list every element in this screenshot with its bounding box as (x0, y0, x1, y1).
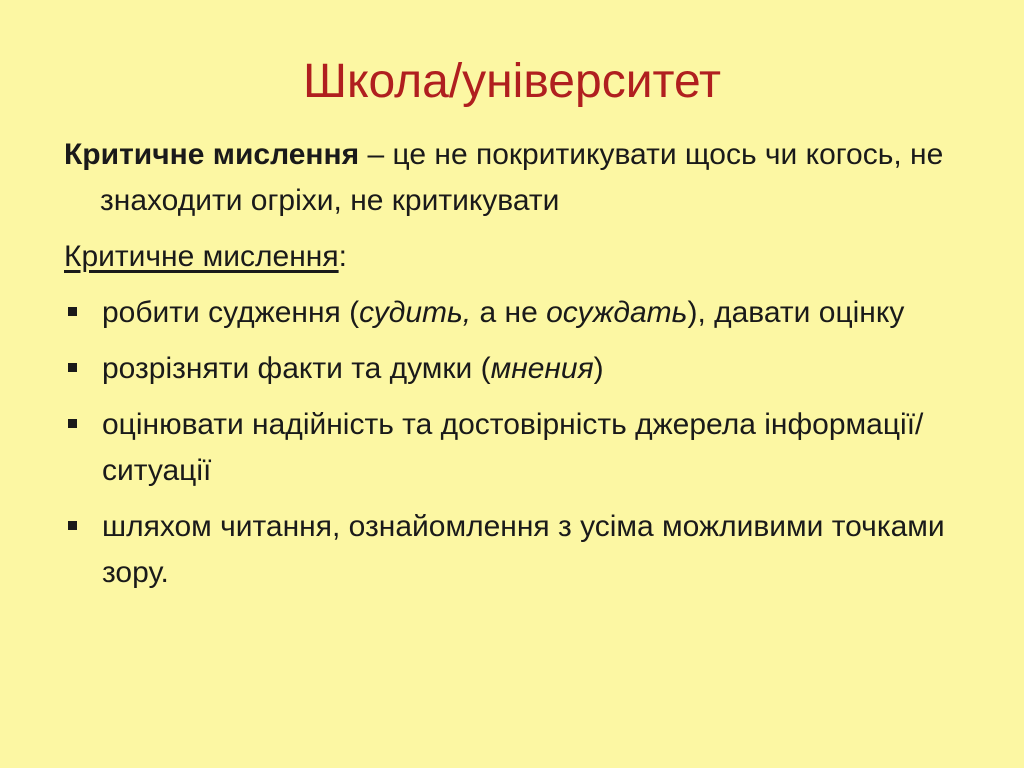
bullet-text: шляхом читання, ознайомлення з усіма можливими точками зору. (102, 510, 945, 589)
bullet-text-italic: мнения (490, 352, 594, 385)
slide-title: Школа/університет (302, 55, 722, 108)
definition-term: Критичне мислення (64, 138, 360, 171)
list-item (64, 346, 964, 392)
square-bullet-icon (68, 307, 77, 316)
bullet-text: ), давати оцінку (687, 296, 905, 329)
subheading (64, 234, 964, 280)
bullet-text-italic: судить, (359, 296, 472, 329)
bullet-text-italic: осуждать (546, 296, 688, 329)
subheading-term: Критичне мислення (64, 240, 339, 273)
list-item (64, 402, 964, 494)
subheading-colon: : (338, 240, 347, 273)
bullet-text: а не (471, 296, 547, 329)
square-bullet-icon (68, 363, 77, 372)
bullet-text: робити судження ( (102, 296, 360, 329)
slide-content (64, 132, 964, 606)
bullet-text: ) (593, 352, 604, 385)
list-item (64, 504, 964, 596)
bullet-text: оцінювати надійність та достовірність джерела інформації/ситуації (102, 408, 924, 487)
bullet-text: розрізняти факти та думки ( (102, 352, 491, 385)
list-item (64, 290, 964, 336)
definition-text: – це не покритикувати щось чи когось, не знаходити огріхи, не критикувати (100, 138, 944, 217)
bullet-list (64, 290, 964, 596)
square-bullet-icon (68, 521, 77, 530)
definition-paragraph (64, 132, 964, 224)
square-bullet-icon (68, 419, 77, 428)
